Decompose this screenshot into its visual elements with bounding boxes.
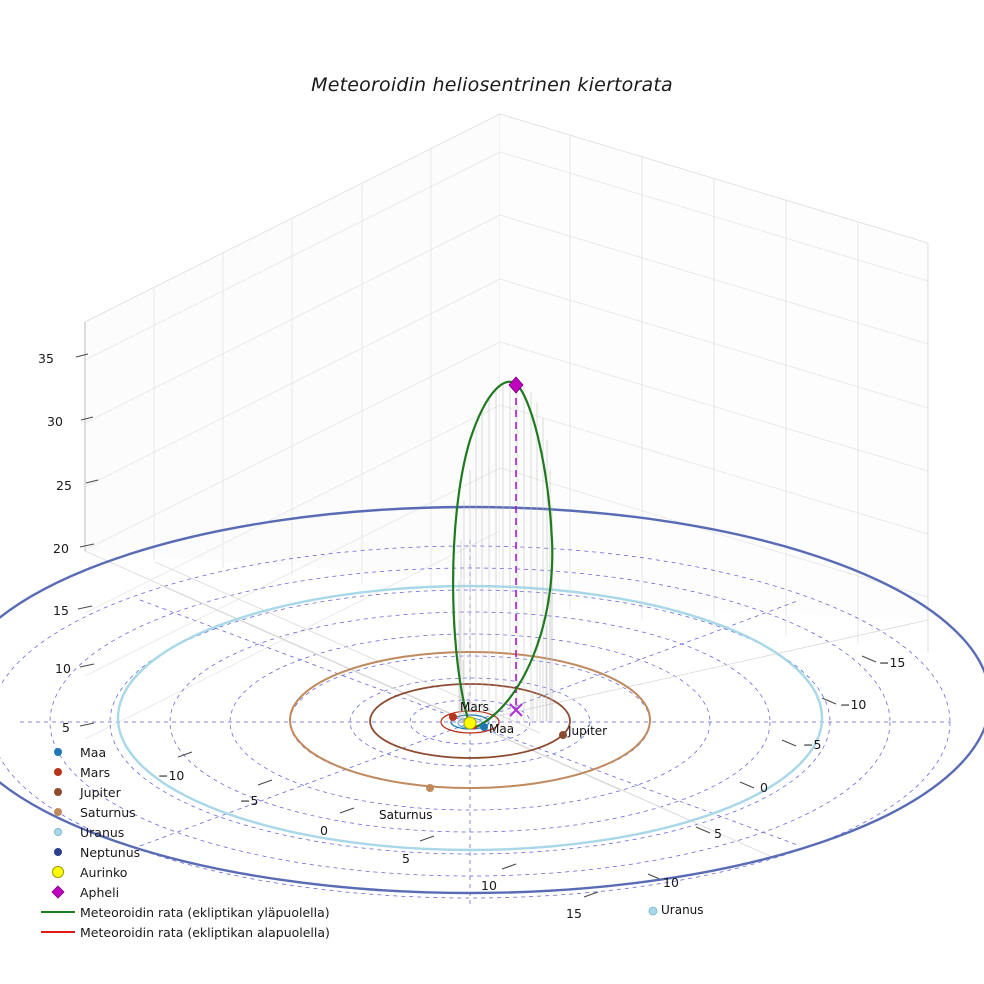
marker-uranus (649, 907, 657, 915)
annotation-mars: Mars (460, 700, 489, 714)
legend (36, 742, 366, 942)
y-tick--10: −10 (840, 697, 867, 712)
legend-marker-icon (36, 768, 80, 776)
x-tick-10: 10 (481, 878, 497, 893)
page-title: Meteoroidin heliosentrinen kiertorata (311, 74, 673, 96)
legend-label: Meteoroidin rata (ekliptikan yläpuolella) (80, 904, 330, 920)
y-tick-5: 5 (714, 826, 722, 841)
legend-marker-icon (36, 788, 80, 796)
legend-item-aurinko[interactable] (36, 862, 366, 882)
legend-item-maa[interactable] (36, 742, 366, 762)
legend-label: Saturnus (80, 804, 136, 820)
legend-marker-icon (36, 808, 80, 816)
legend-item-path-below[interactable] (36, 922, 366, 942)
line-swatch-green (36, 911, 80, 913)
z-tick-35: 35 (38, 351, 54, 366)
legend-item-saturnus[interactable] (36, 802, 366, 822)
legend-label: Neptunus (80, 844, 141, 860)
legend-label: Jupiter (80, 784, 121, 800)
x-tick-0: 0 (320, 823, 328, 838)
legend-label: Uranus (80, 824, 125, 840)
z-tick-5: 5 (62, 720, 70, 735)
y-tick--15: −15 (879, 655, 906, 670)
annotation-jupiter: Jupiter (568, 724, 608, 738)
x-tick--10: −10 (158, 768, 185, 783)
z-tick-25: 25 (56, 478, 72, 493)
legend-item-mars[interactable] (36, 762, 366, 782)
legend-label: Mars (80, 764, 111, 780)
annotation-maa: Maa (489, 722, 515, 736)
marker-saturnus (426, 784, 434, 792)
legend-marker-icon (36, 848, 80, 856)
z-tick-15: 15 (53, 603, 69, 618)
legend-label: Apheli (80, 884, 120, 900)
legend-marker-icon (36, 748, 80, 756)
legend-label: Meteoroidin rata (ekliptikan alapuolella) (80, 924, 330, 940)
y-tick-0: 0 (760, 780, 768, 795)
marker-mars (449, 713, 457, 721)
z-tick-10: 10 (55, 661, 71, 676)
marker-aurinko (464, 717, 476, 729)
legend-item-uranus[interactable] (36, 822, 366, 842)
legend-item-jupiter[interactable] (36, 782, 366, 802)
annotation-saturnus: Saturnus (379, 808, 433, 822)
marker-jupiter (559, 731, 567, 739)
z-tick-30: 30 (47, 414, 63, 429)
y-tick-10: 10 (663, 875, 679, 890)
x-tick-5: 5 (402, 851, 410, 866)
z-tick-20: 20 (53, 541, 69, 556)
legend-label: Aurinko (80, 864, 128, 880)
legend-item-path-above[interactable] (36, 902, 366, 922)
y-tick--5: −5 (803, 737, 822, 752)
x-tick-15: 15 (566, 906, 582, 921)
x-tick--5: −5 (240, 793, 259, 808)
legend-label: Maa (80, 744, 107, 760)
annotation-uranus: Uranus (661, 903, 704, 917)
sun-icon (36, 866, 80, 878)
legend-marker-icon (36, 828, 80, 836)
legend-item-neptunus[interactable] (36, 842, 366, 862)
diamond-icon (36, 885, 80, 899)
line-swatch-red (36, 931, 80, 933)
marker-maa (480, 723, 488, 731)
legend-item-apheli[interactable] (36, 882, 366, 902)
